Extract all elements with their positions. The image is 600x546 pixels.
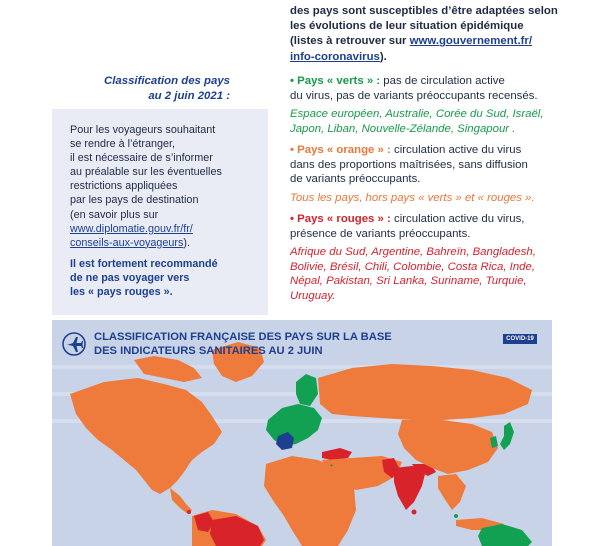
green-desc-line [290, 74, 590, 89]
map-turkey [322, 448, 352, 460]
panel-line [70, 222, 266, 236]
panel-text-end: ). [183, 236, 191, 249]
gouvernement-link[interactable]: www.gouvernement.fr/ [409, 35, 533, 48]
map-brazil [210, 516, 264, 546]
diplomatie-link[interactable]: www.diplomatie.gouv.fr/fr/ [70, 222, 193, 235]
orange-desc-line [290, 143, 590, 158]
red-desc-line [290, 212, 590, 227]
orange-category [290, 143, 590, 205]
orange-list-line: Tous les pays, hors pays « verts » et « rouges ». [290, 191, 535, 204]
conseils-voyageurs-link[interactable]: conseils-aux-voyageurs [70, 236, 184, 249]
world-map-panel [52, 320, 552, 546]
green-category [290, 74, 590, 136]
classification-title-line: au 2 juin 2021 : [148, 90, 230, 102]
red-list-line: Afrique du Sud, Argentine, Bahreïn, Bangladesh, [290, 246, 536, 259]
warning-line: de ne pas voyager vers [70, 272, 190, 285]
green-desc: pas de circulation active [380, 75, 505, 87]
red-desc: circulation active du virus, [390, 213, 525, 225]
orange-country-list [290, 191, 590, 206]
map-title [94, 331, 392, 358]
orange-desc-line: de variants préoccupants. [290, 173, 421, 186]
warning-line: Il est fortement recommandé [70, 258, 218, 270]
intro-line [290, 50, 590, 65]
orange-desc: circulation active du virus [390, 144, 522, 156]
panel-line: se rendre à l’étranger, [70, 138, 176, 151]
panel-line: restrictions appliquées [70, 180, 178, 193]
covid-badge: COVID-19 [503, 334, 537, 344]
map-title-line: DES INDICATEURS SANITAIRES AU 2 JUIN [94, 344, 323, 357]
classification-title-line: Classification des pays [104, 75, 230, 87]
green-country-list [290, 107, 590, 136]
green-desc-line: du virus, pas de variants préoccupants recensés. [290, 89, 538, 102]
red-category [290, 212, 590, 304]
red-country-list [290, 245, 590, 303]
intro-line [290, 34, 590, 49]
travel-info-text [70, 123, 266, 250]
map-china [398, 420, 498, 474]
panel-line: il est nécessaire de s’informer [70, 152, 213, 165]
panel-line [70, 236, 266, 250]
intro-text: ). [379, 50, 387, 63]
red-list-line: Bolivie, Brésil, Chili, Colombie, Costa Rica, Inde, [290, 260, 535, 273]
travel-warning [70, 257, 218, 299]
green-category-head: • Pays « verts » : [290, 75, 381, 87]
red-category-head: • Pays « rouges » : [290, 213, 391, 225]
map-europe [266, 404, 322, 446]
map-southeast-asia [438, 474, 466, 510]
green-list-line: Japon, Liban, Nouvelle-Zélande, Singapour . [290, 122, 516, 135]
intro-line: les évolutions de leur situation épidémique [290, 20, 524, 33]
intro-text: (listes à retrouver sur [290, 35, 410, 48]
panel-line: au préalable sur les éventuelles [70, 166, 222, 179]
map-australia [478, 524, 532, 546]
map-costa-rica [187, 510, 191, 514]
orange-desc-line: dans des proportions maîtrisées, sans diffusion [290, 158, 528, 171]
red-list-line: Uruguay. [290, 289, 336, 302]
warning-line: les « pays rouges ». [70, 286, 173, 299]
panel-line: (en savoir plus sur [70, 208, 159, 221]
red-desc-line: présence de variants préoccupants. [290, 227, 471, 240]
classification-title [60, 74, 230, 104]
map-sri-lanka [412, 510, 417, 515]
panel-line: Pour les voyageurs souhaitant [70, 124, 216, 136]
map-scandinavia [296, 374, 318, 406]
map-russia [318, 364, 532, 420]
map-japan [500, 422, 514, 450]
intro-paragraph [290, 4, 590, 65]
plane-icon [62, 332, 86, 356]
orange-category-head: • Pays « orange » : [290, 144, 391, 156]
panel-line: par les pays de destination [70, 194, 199, 207]
map-title-line: CLASSIFICATION FRANÇAISE DES PAYS SUR LA BASE [94, 331, 392, 343]
map-singapore [454, 514, 458, 518]
ocean-stripe [52, 365, 552, 369]
info-coronavirus-link[interactable]: info-coronavirus [290, 50, 380, 63]
map-canada-islands [134, 356, 202, 382]
green-list-line: Espace européen, Australie, Corée du Sud, Israël, [290, 108, 544, 121]
red-list-line: Népal, Pakistan, Sri Lanka, Suriname, Turquie, [290, 275, 527, 288]
intro-line: des pays sont susceptibles d’être adaptées selon [290, 5, 558, 17]
